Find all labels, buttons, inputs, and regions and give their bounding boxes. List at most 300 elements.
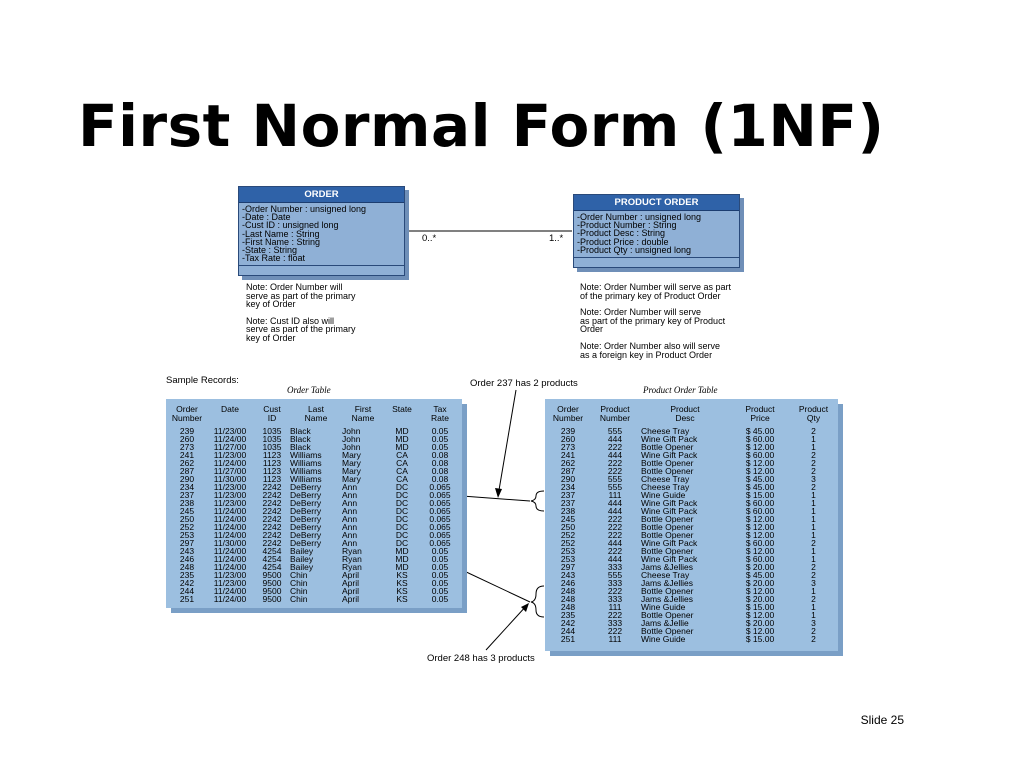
table-cell: Chin bbox=[290, 594, 308, 604]
table-cell: 11/24/00 bbox=[213, 586, 247, 596]
table-cell: Black bbox=[290, 442, 311, 452]
table-cell: 246 bbox=[560, 578, 576, 588]
table-cell: 250 bbox=[560, 522, 576, 532]
table-cell: 11/24/00 bbox=[213, 594, 247, 604]
order-table-row bbox=[168, 435, 460, 443]
note-line: of the primary key of Product Order bbox=[580, 290, 721, 301]
table-cell: Ryan bbox=[342, 554, 362, 564]
table-cell: $ 12.00 bbox=[745, 458, 775, 468]
brace-237 bbox=[531, 491, 544, 511]
table-cell: 0.08 bbox=[431, 458, 449, 468]
table-cell: CA bbox=[396, 466, 408, 476]
table-cell: Wine Gift Pack bbox=[641, 498, 698, 508]
table-cell: DC bbox=[395, 538, 409, 548]
table-cell: Jams &Jellies bbox=[641, 578, 693, 588]
table-cell: 251 bbox=[179, 594, 195, 604]
table-cell: Jams &Jellies bbox=[641, 562, 693, 572]
table-cell: 11/23/00 bbox=[213, 450, 247, 460]
column-header: First Name bbox=[351, 404, 375, 423]
attribute: -Product Number : String bbox=[577, 220, 677, 231]
table-cell: 242 bbox=[560, 618, 576, 628]
table-cell: 2 bbox=[811, 426, 816, 436]
table-cell: Ann bbox=[342, 514, 358, 524]
table-cell: 1 bbox=[811, 586, 816, 596]
link-line-237 bbox=[462, 496, 530, 501]
table-cell: $ 20.00 bbox=[745, 594, 775, 604]
table-cell: 1 bbox=[811, 522, 816, 532]
table-cell: KS bbox=[396, 586, 408, 596]
table-cell: 0.05 bbox=[431, 546, 449, 556]
table-cell: Cheese Tray bbox=[641, 570, 690, 580]
table-cell: 2 bbox=[811, 538, 816, 548]
table-cell: DC bbox=[395, 522, 409, 532]
table-cell: 248 bbox=[560, 594, 576, 604]
table-cell: $ 15.00 bbox=[745, 490, 775, 500]
table-cell: 11/23/00 bbox=[213, 482, 247, 492]
table-cell: Bottle Opener bbox=[641, 626, 694, 636]
product-table-row bbox=[547, 627, 836, 635]
table-cell: 11/23/00 bbox=[213, 570, 247, 580]
table-cell: 2 bbox=[811, 634, 816, 644]
column-header: Product Qty bbox=[798, 404, 829, 423]
table-cell: Mary bbox=[342, 466, 361, 476]
table-cell: 287 bbox=[560, 466, 576, 476]
table-cell: 235 bbox=[560, 610, 576, 620]
table-cell: Bailey bbox=[290, 546, 314, 556]
table-cell: $ 15.00 bbox=[745, 634, 775, 644]
product-table-caption: Product Order Table bbox=[643, 385, 718, 395]
column-header: Order Number bbox=[552, 404, 584, 423]
table-cell: 248 bbox=[560, 602, 576, 612]
table-cell: 0.065 bbox=[429, 490, 451, 500]
table-cell: 253 bbox=[179, 530, 195, 540]
order-table-row bbox=[168, 587, 460, 595]
note-line: Note: Order Number will serve as part bbox=[580, 282, 732, 292]
table-cell: 444 bbox=[607, 450, 623, 460]
table-cell: MD bbox=[395, 426, 409, 436]
table-cell: 2 bbox=[811, 594, 816, 604]
table-cell: $ 12.00 bbox=[745, 626, 775, 636]
slide-title: First Normal Form (1NF) bbox=[78, 92, 885, 160]
table-cell: 0.065 bbox=[429, 482, 451, 492]
table-cell: 0.05 bbox=[431, 426, 449, 436]
product-table-row bbox=[547, 475, 836, 483]
table-cell: DeBerry bbox=[290, 506, 322, 516]
table-cell: 0.05 bbox=[431, 434, 449, 444]
table-cell: Jams &Jellies bbox=[641, 594, 693, 604]
product-table-row bbox=[547, 467, 836, 475]
table-cell: 333 bbox=[607, 562, 623, 572]
table-cell: 243 bbox=[179, 546, 195, 556]
table-cell: 1123 bbox=[262, 474, 282, 484]
order-notes bbox=[246, 283, 356, 343]
table-cell: 250 bbox=[179, 514, 195, 524]
table-cell: 234 bbox=[179, 482, 195, 492]
column-header: Product Price bbox=[745, 404, 775, 423]
table-cell: $ 15.00 bbox=[745, 602, 775, 612]
table-cell: 222 bbox=[607, 586, 623, 596]
table-cell: 1 bbox=[811, 546, 816, 556]
product-table-row bbox=[547, 483, 836, 491]
table-cell: DC bbox=[395, 530, 409, 540]
table-cell: 222 bbox=[607, 610, 623, 620]
table-cell: $ 60.00 bbox=[745, 434, 775, 444]
table-cell: 0.08 bbox=[431, 466, 449, 476]
table-cell: 4254 bbox=[262, 554, 282, 564]
table-cell: DC bbox=[395, 514, 409, 524]
table-cell: 11/27/00 bbox=[213, 466, 247, 476]
table-cell: 9500 bbox=[262, 594, 282, 604]
order-table-row bbox=[168, 579, 460, 587]
table-cell: 0.05 bbox=[431, 554, 449, 564]
table-cell: Bottle Opener bbox=[641, 586, 694, 596]
table-cell: 9500 bbox=[262, 578, 282, 588]
table-cell: 1 bbox=[811, 490, 816, 500]
table-cell: 2242 bbox=[262, 506, 282, 516]
order-table-row bbox=[168, 555, 460, 563]
table-cell: 246 bbox=[179, 554, 195, 564]
note-line: Note: Order Number will bbox=[246, 282, 343, 292]
table-cell: 11/24/00 bbox=[213, 546, 247, 556]
table-cell: 222 bbox=[607, 626, 623, 636]
table-cell: April bbox=[342, 578, 360, 588]
order-table-row bbox=[168, 547, 460, 555]
table-cell: 1 bbox=[811, 498, 816, 508]
table-cell: Cheese Tray bbox=[641, 482, 690, 492]
table-cell: 222 bbox=[607, 442, 623, 452]
table-cell: 222 bbox=[607, 458, 623, 468]
table-cell: 0.065 bbox=[429, 514, 451, 524]
table-cell: KS bbox=[396, 578, 408, 588]
table-cell: DeBerry bbox=[290, 514, 322, 524]
table-cell: Mary bbox=[342, 450, 361, 460]
table-cell: 0.05 bbox=[431, 586, 449, 596]
table-cell: 273 bbox=[560, 442, 576, 452]
table-cell: Ann bbox=[342, 506, 358, 516]
table-cell: 0.05 bbox=[431, 594, 449, 604]
table-cell: Ann bbox=[342, 490, 358, 500]
table-cell: 555 bbox=[607, 474, 623, 484]
table-cell: Bottle Opener bbox=[641, 458, 694, 468]
table-cell: 2242 bbox=[262, 498, 282, 508]
product-table-row bbox=[547, 611, 836, 619]
table-cell: 2242 bbox=[262, 522, 282, 532]
table-cell: Black bbox=[290, 426, 311, 436]
attribute: -Product Qty : unsigned long bbox=[577, 244, 692, 255]
table-cell: Williams bbox=[290, 450, 322, 460]
table-cell: April bbox=[342, 586, 360, 596]
table-cell: Mary bbox=[342, 458, 361, 468]
table-cell: Bottle Opener bbox=[641, 514, 694, 524]
table-cell: 2 bbox=[811, 450, 816, 460]
column-header: Cust ID bbox=[263, 404, 281, 423]
table-cell: 11/24/00 bbox=[213, 434, 247, 444]
table-cell: Ann bbox=[342, 522, 358, 532]
table-cell: KS bbox=[396, 594, 408, 604]
column-header: Product Number bbox=[599, 404, 631, 423]
product-table-row bbox=[547, 595, 836, 603]
product-entity-methods bbox=[574, 258, 739, 267]
table-cell: 239 bbox=[560, 426, 576, 436]
table-cell: Wine Guide bbox=[641, 602, 686, 612]
callout-order-248: Order 248 has 3 products bbox=[427, 653, 535, 664]
table-cell: Cheese Tray bbox=[641, 426, 690, 436]
table-cell: 243 bbox=[560, 570, 576, 580]
table-cell: 262 bbox=[560, 458, 576, 468]
table-cell: 241 bbox=[560, 450, 576, 460]
order-entity-methods bbox=[239, 266, 404, 275]
table-cell: 237 bbox=[560, 498, 576, 508]
table-cell: Bottle Opener bbox=[641, 610, 694, 620]
slide-number: Slide 25 bbox=[860, 713, 904, 727]
table-cell: $ 20.00 bbox=[745, 562, 775, 572]
product-table-row bbox=[547, 563, 836, 571]
table-cell: 248 bbox=[560, 586, 576, 596]
table-cell: 555 bbox=[607, 482, 623, 492]
product-table-row bbox=[547, 635, 836, 643]
multiplicity-left: 0..* bbox=[422, 233, 437, 244]
table-cell: $ 12.00 bbox=[745, 466, 775, 476]
table-cell: CA bbox=[396, 458, 408, 468]
table-cell: Wine Gift Pack bbox=[641, 450, 698, 460]
table-cell: 11/23/00 bbox=[213, 426, 247, 436]
table-cell: 11/23/00 bbox=[213, 490, 247, 500]
table-cell: DeBerry bbox=[290, 498, 322, 508]
table-cell: Chin bbox=[290, 586, 308, 596]
attribute: -Order Number : unsigned long bbox=[577, 212, 702, 222]
table-cell: DeBerry bbox=[290, 490, 322, 500]
table-cell: KS bbox=[396, 570, 408, 580]
table-cell: Wine Gift Pack bbox=[641, 506, 698, 516]
table-cell: 2 bbox=[811, 562, 816, 572]
attribute: -Tax Rate : float bbox=[242, 253, 306, 264]
callout-order-237: Order 237 has 2 products bbox=[470, 378, 578, 389]
table-cell: Ryan bbox=[342, 546, 362, 556]
table-cell: 237 bbox=[560, 490, 576, 500]
table-cell: 444 bbox=[607, 498, 623, 508]
table-cell: DC bbox=[395, 490, 409, 500]
table-cell: Bottle Opener bbox=[641, 466, 694, 476]
product-notes bbox=[580, 283, 731, 359]
table-cell: Black bbox=[290, 434, 311, 444]
table-cell: 234 bbox=[560, 482, 576, 492]
order-table-caption: Order Table bbox=[287, 385, 331, 395]
product-order-table bbox=[545, 399, 838, 651]
table-cell: MD bbox=[395, 554, 409, 564]
note-line: as part of the primary key of Product bbox=[580, 315, 726, 326]
table-cell: 253 bbox=[560, 554, 576, 564]
order-table-row bbox=[168, 571, 460, 579]
callout-arrow-bottom bbox=[486, 604, 528, 650]
table-cell: 9500 bbox=[262, 570, 282, 580]
note-line: serve as part of the primary bbox=[246, 290, 356, 301]
table-cell: 111 bbox=[608, 602, 622, 612]
order-entity bbox=[238, 186, 405, 276]
table-cell: Wine Gift Pack bbox=[641, 554, 698, 564]
table-cell: 2242 bbox=[262, 514, 282, 524]
table-cell: MD bbox=[395, 434, 409, 444]
table-cell: Cheese Tray bbox=[641, 474, 690, 484]
table-cell: 252 bbox=[560, 538, 576, 548]
table-cell: 333 bbox=[607, 594, 623, 604]
multiplicity-right: 1..* bbox=[549, 233, 564, 244]
table-cell: MD bbox=[395, 442, 409, 452]
table-cell: MD bbox=[395, 546, 409, 556]
table-cell: April bbox=[342, 594, 360, 604]
table-cell: 444 bbox=[607, 506, 623, 516]
table-cell: 11/24/00 bbox=[213, 530, 247, 540]
table-cell: 238 bbox=[179, 498, 195, 508]
table-cell: 1 bbox=[811, 602, 816, 612]
table-cell: DC bbox=[395, 506, 409, 516]
column-header: Date bbox=[221, 404, 239, 414]
attribute: -Product Desc : String bbox=[577, 228, 666, 239]
table-cell: 1035 bbox=[262, 434, 282, 444]
table-cell: 1 bbox=[811, 434, 816, 444]
table-cell: 297 bbox=[560, 562, 576, 572]
table-cell: 3 bbox=[811, 618, 816, 628]
table-cell: 2 bbox=[811, 570, 816, 580]
table-cell: 3 bbox=[811, 578, 816, 588]
table-cell: 444 bbox=[607, 554, 623, 564]
column-header: Tax Rate bbox=[431, 404, 449, 423]
table-cell: $ 12.00 bbox=[745, 522, 775, 532]
table-cell: Williams bbox=[290, 474, 322, 484]
table-cell: $ 60.00 bbox=[745, 450, 775, 460]
table-cell: 260 bbox=[179, 434, 195, 444]
table-cell: 0.065 bbox=[429, 522, 451, 532]
table-cell: 555 bbox=[607, 570, 623, 580]
table-cell: 0.065 bbox=[429, 538, 451, 548]
table-cell: 1035 bbox=[262, 442, 282, 452]
table-cell: 555 bbox=[607, 426, 623, 436]
table-cell: John bbox=[342, 442, 361, 452]
table-cell: 1 bbox=[811, 506, 816, 516]
table-cell: 252 bbox=[560, 530, 576, 540]
table-cell: Ann bbox=[342, 538, 358, 548]
table-cell: Ann bbox=[342, 482, 358, 492]
table-cell: 1123 bbox=[262, 450, 282, 460]
table-cell: 1123 bbox=[262, 466, 282, 476]
table-cell: $ 45.00 bbox=[745, 426, 775, 436]
table-cell: 253 bbox=[560, 546, 576, 556]
table-cell: $ 20.00 bbox=[745, 578, 775, 588]
attribute: -Order Number : unsigned long bbox=[242, 204, 367, 214]
table-cell: DeBerry bbox=[290, 530, 322, 540]
table-cell: $ 12.00 bbox=[745, 586, 775, 596]
table-cell: 222 bbox=[607, 530, 623, 540]
table-cell: 333 bbox=[607, 618, 623, 628]
column-header: Order Number bbox=[171, 404, 203, 423]
table-cell: 9500 bbox=[262, 586, 282, 596]
table-cell: 1 bbox=[811, 530, 816, 540]
table-cell: DeBerry bbox=[290, 522, 322, 532]
table-cell: 2242 bbox=[262, 482, 282, 492]
order-table-row bbox=[168, 595, 460, 603]
table-cell: 1 bbox=[811, 554, 816, 564]
table-cell: 11/24/00 bbox=[213, 458, 247, 468]
table-cell: 11/30/00 bbox=[213, 538, 247, 548]
table-cell: 235 bbox=[179, 570, 195, 580]
table-cell: Bottle Opener bbox=[641, 530, 694, 540]
order-entity-attributes bbox=[239, 203, 404, 266]
table-cell: 1035 bbox=[262, 426, 282, 436]
table-cell: 2 bbox=[811, 626, 816, 636]
table-cell: 0.065 bbox=[429, 530, 451, 540]
table-cell: 290 bbox=[560, 474, 576, 484]
table-cell: 260 bbox=[560, 434, 576, 444]
table-cell: Bottle Opener bbox=[641, 546, 694, 556]
table-cell: $ 45.00 bbox=[745, 474, 775, 484]
table-cell: 4254 bbox=[262, 562, 282, 572]
order-table-row bbox=[168, 427, 460, 435]
table-cell: 444 bbox=[607, 434, 623, 444]
table-cell: 4254 bbox=[262, 546, 282, 556]
link-line-248 bbox=[462, 570, 530, 602]
callout-arrow-top bbox=[498, 390, 516, 496]
table-cell: $ 60.00 bbox=[745, 506, 775, 516]
table-cell: Bailey bbox=[290, 562, 314, 572]
table-cell: Ann bbox=[342, 498, 358, 508]
note-line: Note: Order Number also will serve bbox=[580, 340, 721, 351]
table-cell: 3 bbox=[811, 474, 816, 484]
table-cell: 333 bbox=[607, 578, 623, 588]
table-cell: 0.065 bbox=[429, 498, 451, 508]
table-cell: 0.05 bbox=[431, 442, 449, 452]
table-cell: Bottle Opener bbox=[641, 522, 694, 532]
order-table bbox=[166, 399, 462, 608]
note-line: Order bbox=[580, 324, 604, 335]
table-cell: Chin bbox=[290, 570, 308, 580]
product-order-entity bbox=[573, 194, 740, 268]
table-cell: 444 bbox=[607, 538, 623, 548]
table-cell: $ 12.00 bbox=[745, 546, 775, 556]
table-cell: Ryan bbox=[342, 562, 362, 572]
table-cell: MD bbox=[395, 562, 409, 572]
table-cell: CA bbox=[396, 474, 408, 484]
table-cell: 2242 bbox=[262, 538, 282, 548]
note-line: serve as part of the primary bbox=[246, 324, 356, 335]
table-cell: 239 bbox=[179, 426, 195, 436]
table-cell: 245 bbox=[179, 506, 195, 516]
table-cell: 2 bbox=[811, 482, 816, 492]
note-line: Note: Cust ID also will bbox=[246, 315, 335, 326]
table-cell: 290 bbox=[179, 474, 195, 484]
table-cell: DC bbox=[395, 498, 409, 508]
table-cell: 2 bbox=[811, 458, 816, 468]
table-cell: 111 bbox=[608, 490, 622, 500]
table-cell: John bbox=[342, 426, 361, 436]
table-cell: DeBerry bbox=[290, 538, 322, 548]
table-cell: $ 12.00 bbox=[745, 514, 775, 524]
table-cell: 248 bbox=[179, 562, 195, 572]
table-cell: Wine Guide bbox=[641, 490, 686, 500]
table-cell: Wine Guide bbox=[641, 634, 686, 644]
table-cell: 245 bbox=[560, 514, 576, 524]
table-cell: Chin bbox=[290, 578, 308, 588]
table-cell: 11/27/00 bbox=[213, 442, 247, 452]
attribute: -Product Price : double bbox=[577, 236, 669, 247]
order-table-row bbox=[168, 563, 460, 571]
table-cell: $ 45.00 bbox=[745, 482, 775, 492]
table-cell: 0.08 bbox=[431, 450, 449, 460]
table-cell: 0.05 bbox=[431, 578, 449, 588]
table-cell: 11/24/00 bbox=[213, 562, 247, 572]
table-cell: $ 45.00 bbox=[745, 570, 775, 580]
callout-arrowhead-top bbox=[495, 488, 502, 498]
table-cell: DeBerry bbox=[290, 482, 322, 492]
attribute: -State : String bbox=[242, 245, 298, 256]
